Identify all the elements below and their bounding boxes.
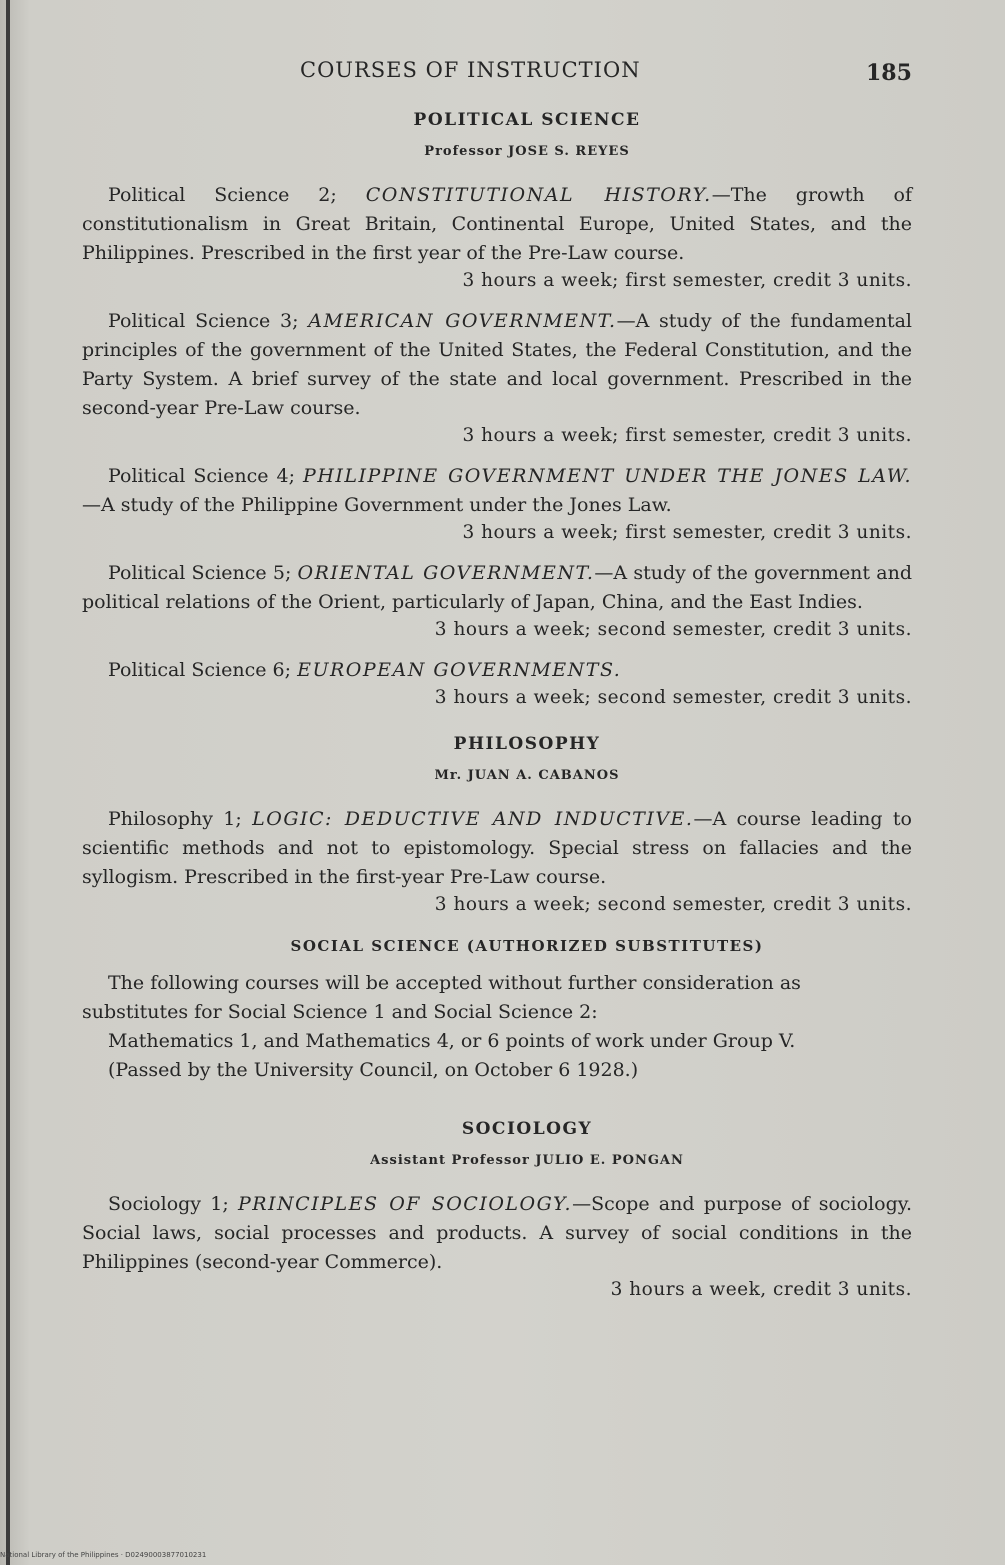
running-title: COURSES OF INSTRUCTION xyxy=(300,58,641,82)
substitution-courses: Mathematics 1, and Mathematics 4, or 6 points of work under Group V. xyxy=(108,1030,796,1052)
course-name: CONSTITUTIONAL HISTORY. xyxy=(365,184,712,206)
course-entry xyxy=(82,181,912,291)
section-title: PHILOSOPHY xyxy=(453,734,601,754)
course-entry xyxy=(82,559,912,640)
course-meta: 3 hours a week, credit 3 units. xyxy=(610,1279,912,1300)
course-entry xyxy=(82,805,912,915)
course-code: Philosophy 1; xyxy=(108,808,242,830)
council-approval: (Passed by the University Council, on October 6 1928.) xyxy=(108,1059,639,1081)
course-text xyxy=(82,181,912,268)
section-title: SOCIAL SCIENCE (AUTHORIZED SUBSTITUTES) xyxy=(290,937,764,955)
page-number: 185 xyxy=(866,60,912,86)
binding-edge xyxy=(6,0,10,1565)
course-meta: 3 hours a week; first semester, credit 3 units. xyxy=(462,270,912,291)
scan-footer: National Library of the Philippines · D02490003877010231 xyxy=(0,1551,207,1559)
course-description: —A study of the government and political relations of the Orient, particularly of Japan, China, and the East Indies. xyxy=(82,562,912,613)
course-meta: 3 hours a week; first semester, credit 3 units. xyxy=(462,425,912,446)
course-code: Political Science 6; xyxy=(108,659,292,681)
course-text xyxy=(82,656,912,685)
course-text xyxy=(82,462,912,520)
course-description: —A study of the fundamental principles of the government of the United States, the Federal Constitution, and the Party System. A brief survey of the state and local government. Prescribed in the second-year Pre-Law course. xyxy=(82,310,912,419)
course-description: —A course leading to scientific methods and not to epistomology. Special stress on fallacies and the syllogism. Prescribed in the first-year Pre-Law course. xyxy=(82,808,912,888)
course-meta: 3 hours a week; second semester, credit 3 units. xyxy=(434,619,912,640)
course-description: —The growth of constitutionalism in Great Britain, Continental Europe, United States, and the Philippines. Prescribed in the first year of the Pre-Law course. xyxy=(82,184,913,264)
section-title: SOCIOLOGY xyxy=(461,1119,593,1139)
course-text xyxy=(82,307,912,423)
page-content xyxy=(82,110,912,1316)
course-name: PRINCIPLES OF SOCIOLOGY. xyxy=(237,1193,573,1215)
section-social-science xyxy=(82,937,912,1085)
course-code: Political Science 3; xyxy=(108,310,299,332)
course-description: —Scope and purpose of sociology. Social laws, social processes and products. A survey of social conditions in the Philippines (second-year Commerce). xyxy=(82,1193,912,1273)
section-sociology xyxy=(82,1119,912,1300)
course-code: Political Science 4; xyxy=(108,465,296,487)
course-meta: 3 hours a week; second semester, credit 3 units. xyxy=(434,687,912,708)
course-text xyxy=(82,805,912,892)
course-entry xyxy=(82,307,912,446)
section-philosophy xyxy=(82,734,912,915)
substitution-note: The following courses will be accepted without further consideration as substitutes for Social Science 1 and Social Science 2: xyxy=(82,972,801,1023)
course-code: Political Science 2; xyxy=(108,184,337,206)
course-name: EUROPEAN GOVERNMENTS. xyxy=(297,659,622,681)
instructor: Assistant Professor JULIO E. PONGAN xyxy=(370,1153,684,1168)
course-description: —A study of the Philippine Government under the Jones Law. xyxy=(82,494,672,516)
section-title: POLITICAL SCIENCE xyxy=(413,110,641,130)
course-entry xyxy=(82,462,912,543)
section-political-science xyxy=(82,110,912,708)
course-meta: 3 hours a week; second semester, credit 3 units. xyxy=(434,894,912,915)
course-name: LOGIC: DEDUCTIVE AND INDUCTIVE. xyxy=(252,808,694,830)
course-text xyxy=(82,559,912,617)
course-name: PHILIPPINE GOVERNMENT UNDER THE JONES LAW. xyxy=(303,465,912,487)
course-name: AMERICAN GOVERNMENT. xyxy=(308,310,617,332)
course-code: Sociology 1; xyxy=(108,1193,229,1215)
course-entry xyxy=(82,1190,912,1300)
course-name: ORIENTAL GOVERNMENT. xyxy=(297,562,595,584)
course-entry xyxy=(82,656,912,708)
course-text xyxy=(82,1190,912,1277)
instructor: Mr. JUAN A. CABANOS xyxy=(434,768,620,783)
course-meta: 3 hours a week; first semester, credit 3 units. xyxy=(462,522,912,543)
course-code: Political Science 5; xyxy=(108,562,292,584)
instructor: Professor JOSE S. REYES xyxy=(424,144,630,159)
